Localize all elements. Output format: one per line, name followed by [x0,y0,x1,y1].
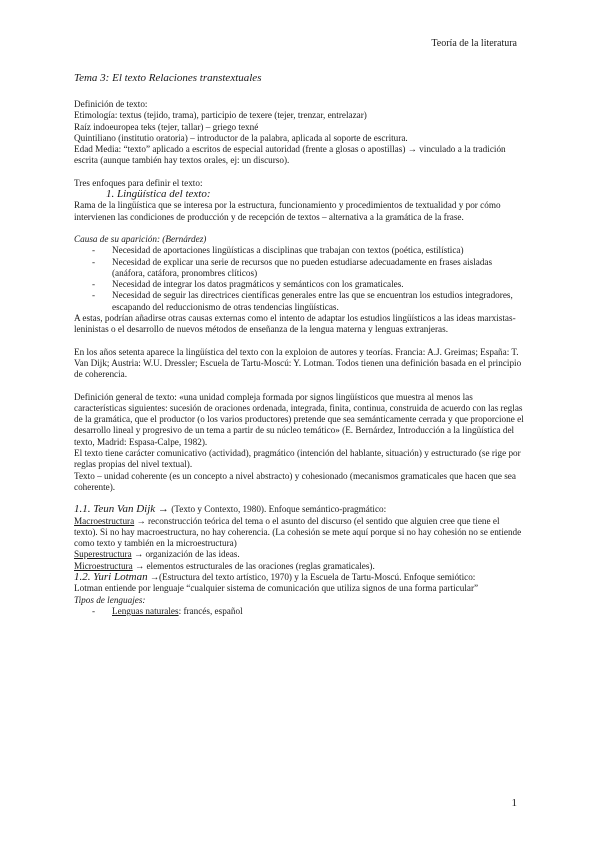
paragraph: Lotman entiende por lenguaje “cualquier sistema de comunicación que utiliza signos de una forma particular” [74,583,479,594]
term-line: Superestructura → organización de las ideas. [74,549,240,560]
section-heading-lotman: 1.2. Yuri Lotman →(Estructura del texto artístico, 1970) y la Escuela de Tartu-Moscú. Enfoque semiótico: [74,570,476,583]
term-macroestructura: Macroestructura [74,515,135,526]
paragraph: A estas, podrían añadirse otras causas externas como el intento de adaptar los estudios lingüísticos a las ideas marxistas-leninistas o el desarrollo de nuevos métodos de enseñanza de la lengua materna y lenguas extranjeras. [74,313,516,335]
definition-line: Raíz indoeuropea teks (tejer, tallar) – griego texné [74,121,259,132]
causa-list [74,245,524,313]
definition-line: Etimología: textus (tejido, trama), participio de texere (tejer, trenzar, entrelazar) [74,110,367,121]
paragraph: Definición general de texto: «una unidad compleja formada por signos lingüísticos que muestra al menos las características siguientes: sucesión de oraciones ordenada, integrada, finita, continua, construida de acuerdo con las reglas de la gramática, que el productor (o los varios productores) pretende que sea semánticamente cerrada y que proporcione el desarrollo lineal y progresivo de un tema a partir de su núcleo temático» (E. Bernárdez, Introducción a la lingüística del texto, Madrid: Espasa-Calpe, 1982). [74,391,524,447]
document-body [74,72,524,617]
term-superestructura: Superestructura [74,549,132,560]
term-microestructura: Microestructura [74,560,133,571]
list-item: - Necesidad de integrar los datos pragmáticos y semánticos con los gramaticales. [92,279,524,290]
running-header: Teoría de la literatura [431,38,517,49]
page-title: Tema 3: El texto Relaciones transtextuales [74,72,262,84]
section-heading-van-dijk: 1.1. Teun Van Dijk → (Texto y Contexto, 1980). Enfoque semántico-pragmático: [74,503,387,516]
definition-line: Quintiliano (institutio oratoria) – introductor de la palabra, aplicada al soporte de escritura. [74,132,408,143]
definition-label: Definición de texto: [74,99,148,109]
list-item: - Necesidad de explicar una serie de recursos que no pueden estudiarse adecuadamente en frases aisladas (anáfora, catáfora, pronombres clíticos) [92,257,524,280]
causa-label: Causa de su aparición: (Bernárdez) [74,233,207,244]
section-paragraph: Rama de la lingüística que se interesa por la estructura, funcionamiento y procedimientos de textualidad y por cómo intervienen las condiciones de producción y de recepción de textos – alternativa a la gramática de la frase. [74,200,501,222]
tipos-label: Tipos de lenguajes: [74,594,146,605]
list-item: - Necesidad de seguir las directrices científicas generales entre las que se encuentran los estudios integradores, escapando del reduccionismo de otras tendencias lingüísticas. [92,290,524,313]
paragraph: El texto tiene carácter comunicativo (actividad), pragmático (intención del hablante, situación) y estructurado (se rige por reglas propias del nivel textual). [74,448,521,470]
paragraph: Texto – unidad coherente (es un concepto a nivel abstracto) y cohesionado (mecanismos gramaticales que hacen que sea coherente). [74,470,516,492]
list-item: - Necesidad de aportaciones lingüísticas a disciplinas que trabajan con textos (poética, estilística) [92,245,524,256]
approaches-intro: Tres enfoques para definir el texto: [74,177,203,188]
definition-line: Edad Media: “texto” aplicado a escritos de especial autoridad (frente a glosas o apostillas) → vinculado a la tradición escrita (aunque también hay textos orales, ej: un discurso). [74,144,506,166]
paragraph: En los años setenta aparece la lingüística del texto con la exploion de autores y teorías. Francia: A.J. Greimas; España: T. Van Dijk; Austria: W.U. Dressler; Escuela de Tartu-Moscú: Y. Lotman. Todos tienen una definición basada en el principio de coherencia. [74,346,522,380]
term-line: Macroestructura → reconstrucción teórica del tema o el asunto del discurso (el sentido que alguien cree que tiene el texto). Si no hay macroestructura, no hay coherencia. (La cohesión se mete aquí porque si no hay cohesión no se entiende como texto y también en la microestructura) [74,515,522,549]
list-item: - Lenguas naturales: francés, español [92,606,524,617]
page-number: 1 [511,797,517,809]
term-line: Microestructura → elementos estructurales de las oraciones (reglas gramaticales). [74,560,375,571]
tipos-list [74,606,524,617]
section-heading-linguistica: 1. Lingüística del texto: [106,188,211,201]
